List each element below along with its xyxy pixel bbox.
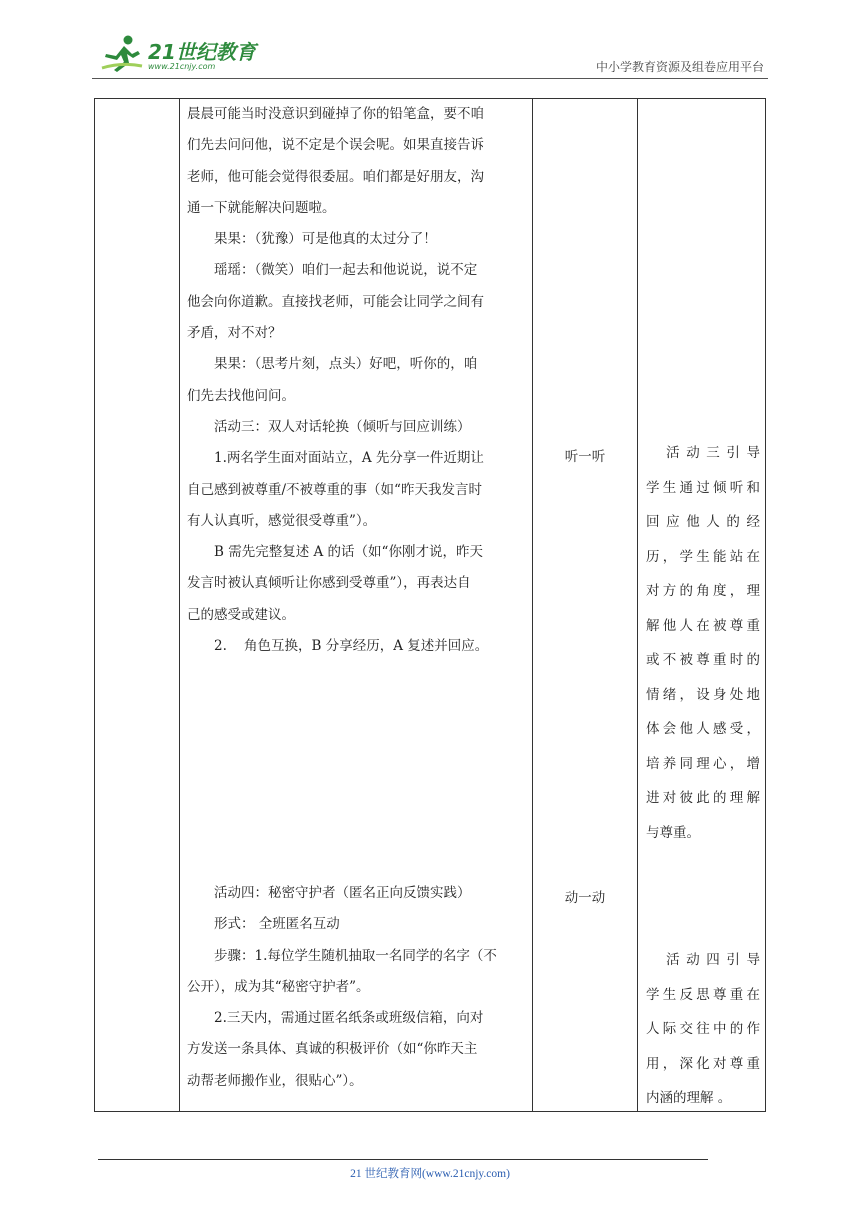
site-logo [92, 34, 262, 78]
platform-name: 中小学教育资源及组卷应用平台 [595, 60, 764, 74]
activity3-step2: 2. 角色互换，B 分享经历，A 复述并回应。 [214, 638, 489, 655]
dialogue-block-1 [187, 99, 523, 662]
page-header [92, 28, 768, 80]
text-line: 活动三引导 [646, 445, 760, 461]
text-line: 培养同理心，增 [646, 755, 760, 772]
method-label-move: 动一动 [564, 890, 606, 906]
text-line: 2.三天内，需通过匿名纸条或班级信箱，向对 [214, 1010, 484, 1027]
text-line: 与尊重。 [646, 824, 700, 841]
text-line: 发言时被认真倾听让你感到受尊重”），再表达自 [187, 575, 471, 592]
activity4-block [187, 878, 523, 1097]
text-line: 用，深化对尊重 [646, 1055, 760, 1072]
text-line: 晨晨可能当时没意识到碰掉了你的铅笔盒，要不咱 [187, 106, 484, 122]
text-line: 老师，他可能会觉得很委屈。咱们都是好朋友，沟 [187, 168, 484, 185]
activity4-form: 形式： 全班匿名互动 [214, 916, 340, 933]
text-line: 内涵的理解 。 [646, 1090, 732, 1106]
text-line: 们先去问问他，说不定是个误会呢。如果直接告诉 [187, 137, 484, 154]
text-line: 1.两名学生面对面站立，A 先分享一件近期让 [214, 450, 484, 467]
text-line: 果果：（思考片刻，点头）好吧，听你的，咱 [214, 356, 478, 373]
text-line: 己的感受或建议。 [187, 606, 295, 623]
text-line: 体会他人感受， [646, 721, 760, 737]
activity3-intent [646, 436, 760, 850]
logo-text: 21世纪教育 [148, 40, 256, 64]
header-divider [92, 78, 768, 79]
text-line: 进对彼此的理解 [646, 790, 760, 806]
text-line: 动帮老师搬作业，很贴心”）。 [187, 1072, 363, 1089]
text-line: 矛盾，对不对？ [187, 325, 282, 342]
text-line: 瑶瑶：（微笑）咱们一起去和他说说，说不定 [214, 262, 478, 279]
footer-divider [98, 1159, 708, 1160]
method-cell [533, 99, 637, 1111]
text-line: 回应他人的经 [646, 514, 760, 530]
text-line: 步骤：1.每位学生随机抽取一名同学的名字（不 [214, 947, 497, 964]
activity3-title: 活动三：双人对话轮换（倾听与回应训练） [214, 418, 471, 435]
text-line: B 需先完整复述 A 的话（如“你刚才说，昨天 [214, 544, 483, 561]
text-line: 他会向你道歉。直接找老师，可能会让同学之间有 [187, 293, 484, 310]
text-line: 或不被尊重时的 [646, 652, 760, 668]
text-line: 们先去找他问问。 [187, 387, 295, 404]
guoguo-line: 果果：（犹豫）可是他真的太过分了！ [214, 231, 437, 248]
text-line: 公开），成为其“秘密守护者”。 [187, 978, 370, 995]
design-intent-cell [638, 99, 766, 1111]
text-line: 自己感到被尊重/不被尊重的事（如“昨天我发言时 [187, 481, 482, 498]
text-line: 学生反思尊重在 [646, 986, 760, 1003]
lesson-table [94, 98, 766, 1112]
method-label-listen: 听一听 [564, 449, 606, 465]
text-line: 学生通过倾听和 [646, 479, 760, 496]
text-line: 解他人在被尊重 [646, 617, 760, 634]
activity4-title: 活动四：秘密守护者（匿名正向反馈实践） [214, 885, 471, 901]
text-line: 历，学生能站在 [646, 548, 760, 565]
footer-link[interactable]: 21 世纪教育网(www.21cnjy.com) [350, 1168, 510, 1180]
activity-content-cell [180, 99, 532, 1111]
text-line: 对方的角度，理 [646, 583, 760, 599]
text-line: 方发送一条具体、真诚的积极评价（如“你昨天主 [187, 1041, 478, 1058]
text-line: 情绪，设身处地 [646, 686, 760, 703]
activity4-intent [646, 943, 760, 1116]
text-line: 活动四引导 [646, 952, 760, 968]
text-line: 有人认真听，感觉很受尊重”）。 [187, 512, 377, 529]
text-line: 通一下就能解决问题啦。 [187, 199, 336, 216]
logo-url: www.21cnjy.com [148, 62, 216, 71]
text-line: 人际交往中的作 [646, 1021, 760, 1037]
runner-logo-icon [100, 34, 144, 74]
